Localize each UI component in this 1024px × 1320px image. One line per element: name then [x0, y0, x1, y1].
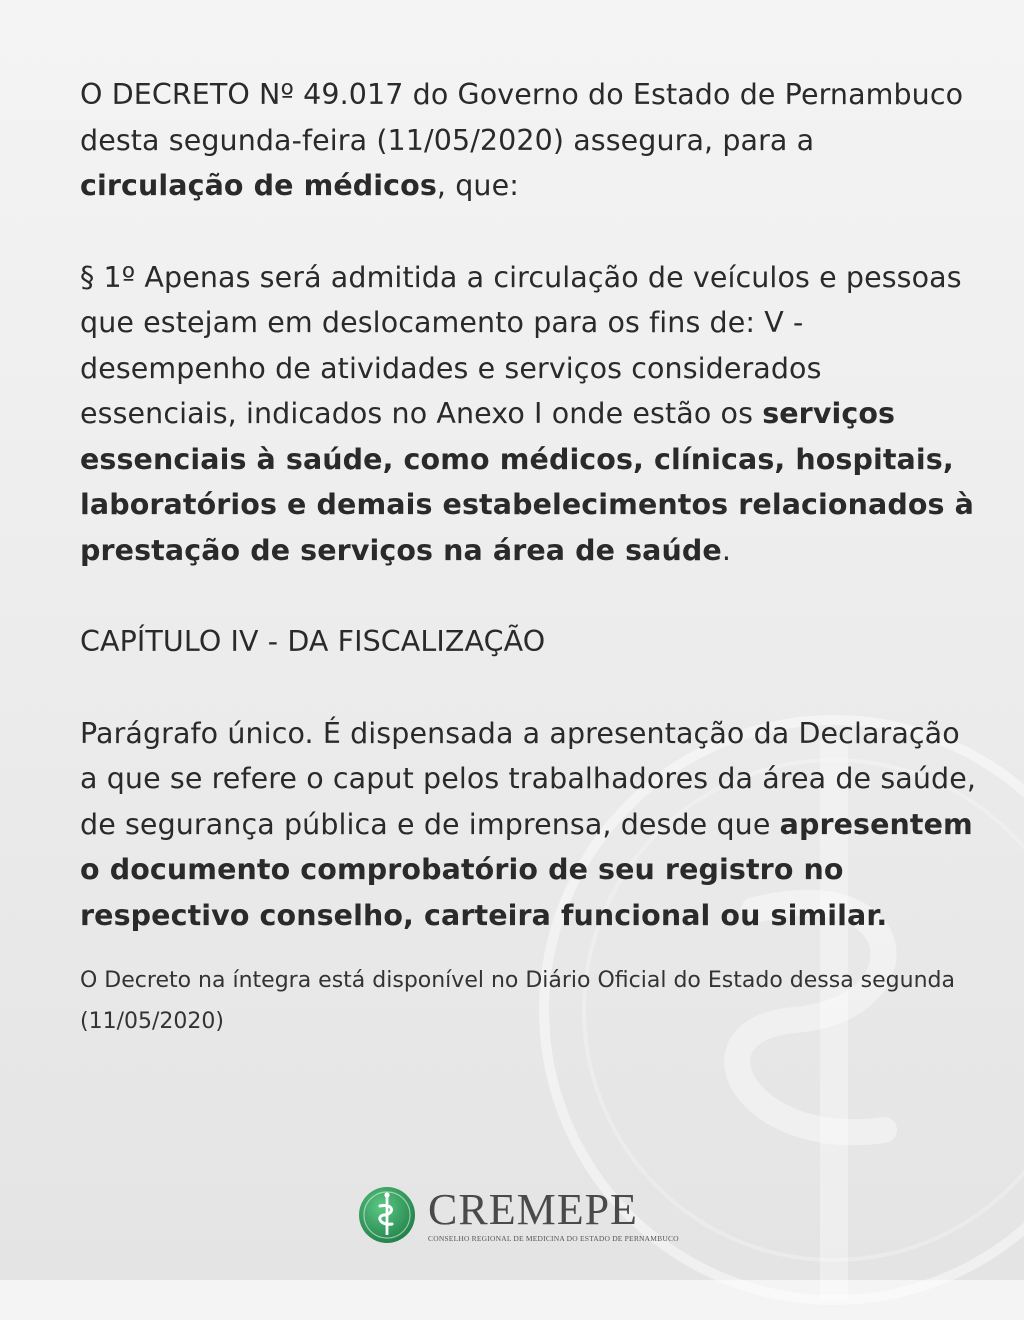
- sole-paragraph-text: Parágrafo único. É dispensada a apresentação da Declaração a que se refere o caput pelos trabalhadores da área de saúde, de segurança pública e de imprensa, desde que: [80, 716, 976, 841]
- chapter-heading: CAPÍTULO IV - DA FISCALIZAÇÃO: [80, 625, 546, 658]
- document-body: [80, 72, 980, 1064]
- section-1-paragraph: [80, 255, 980, 574]
- sole-paragraph: [80, 711, 980, 939]
- intro-text: O DECRETO Nº 49.017 do Governo do Estado de Pernambuco desta segunda-feira (11/05/2020) assegura, para a: [80, 78, 964, 157]
- sole-paragraph-bold-text: apresentem o documento comprobatório de seu registro no respectivo conselho, carteira funcional ou similar.: [80, 807, 973, 932]
- cremepe-logo: [358, 1180, 679, 1250]
- full-decree-note: O Decreto na íntegra está disponível no Diário Oficial do Estado dessa segunda (11/05/2020): [80, 968, 955, 1034]
- intro-bold-text: circulação de médicos: [80, 169, 437, 202]
- logo-subtitle: CONSELHO REGIONAL DE MEDICINA DO ESTADO DE PERNAMBUCO: [428, 1233, 679, 1243]
- section-1-bold-text: serviços essenciais à saúde, como médicos, clínicas, hospitais, laboratórios e demais estabelecimentos relacionados à prestação de serviços na área de saúde: [80, 397, 974, 567]
- intro-tail: , que:: [436, 169, 519, 202]
- section-1-text: § 1º Apenas será admitida a circulação de veículos e pessoas que estejam em deslocamento para os fins de: V - desempenho de atividades e serviços considerados essenciais, indicados no Anexo I onde estão os: [80, 260, 962, 430]
- decree-intro-paragraph: [80, 72, 980, 209]
- cremepe-caduceus-icon: [358, 1186, 416, 1244]
- logo-name: CREMEPE: [428, 1184, 638, 1234]
- section-1-tail: .: [721, 533, 731, 567]
